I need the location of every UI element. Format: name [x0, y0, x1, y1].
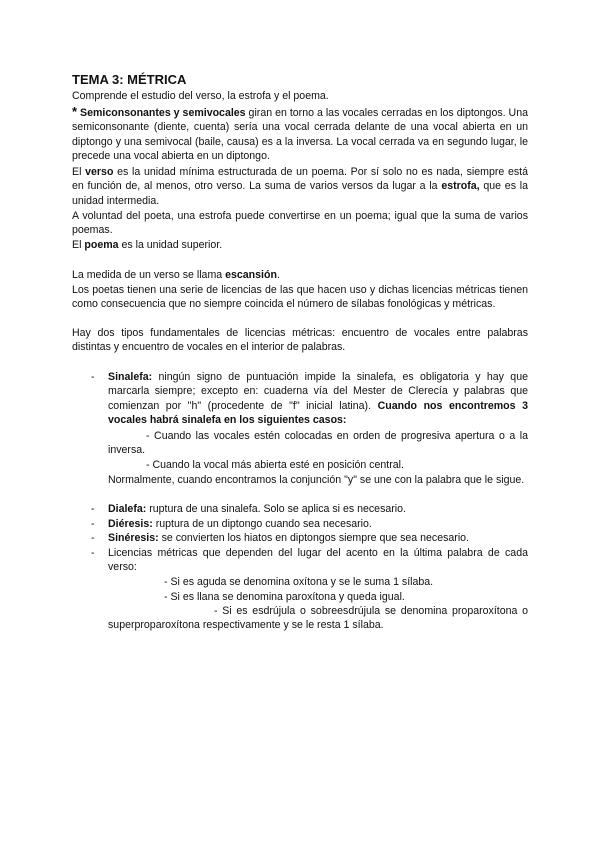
dieresis-item	[108, 517, 528, 531]
medida-paragraph	[72, 268, 528, 282]
poema-term: poema	[84, 239, 119, 251]
verso-pre: El	[72, 166, 86, 178]
sinalefa-cases-heading: Cuando nos encontremos 3 vocales habrá sinalefa en los siguientes casos:	[108, 399, 528, 427]
sineresis-term: Sinéresis:	[108, 532, 159, 544]
semivocales-paragraph	[72, 105, 528, 164]
medida-post: .	[276, 269, 280, 281]
page-title: TEMA 3: MÉTRICA	[72, 72, 187, 87]
poema-paragraph	[72, 238, 528, 252]
llana-item: - Si es llana se denomina paroxítona y queda igual.	[164, 591, 405, 603]
sinalefa-term: Sinalefa:	[108, 371, 153, 383]
verso-term: verso	[85, 166, 114, 178]
estrofa-term: estrofa,	[441, 180, 480, 193]
list-bullet: -	[91, 371, 95, 383]
voluntad-paragraph: A voluntad del poeta, una estrofa puede convertirse en un poema; igual que la suma de varios poemas.	[72, 210, 528, 237]
semivocales-text: giran en torno a las vocales cerradas en los diptongos. Una semiconsonante (diente, cuenta) sería una vocal cerrada delante de una vocal abierta en un diptongo y una semivocal (baile, causa) es a la inversa. La vocal cerrada va en segundo lugar, le precede una vocal abierta en un diptongo.	[72, 107, 528, 163]
licencias-item: Licencias métricas que dependen del lugar del acento en la última palabra de cada verso:	[108, 547, 528, 574]
poema-pre: El	[72, 239, 85, 251]
verso-text: es la unidad mínima estructurada de un poema. Por sí solo no es nada, siempre está en función de, al menos, otro verso. La suma de varios versos da lugar a la	[72, 166, 528, 193]
sinalefa-normal: Normalmente, cuando encontramos la conjunción "y" se une con la palabra que le sigue.	[108, 474, 525, 486]
asterisk: *	[72, 104, 78, 119]
list-bullet: -	[91, 532, 95, 544]
esdrujula-item: - Si es esdrújula o sobreesdrújula se denomina proparoxítona o superproparoxítona respectivamente y se le resta 1 sílaba.	[108, 605, 528, 632]
dieresis-text: ruptura de un diptongo cuando sea necesario.	[152, 518, 372, 530]
tipos-paragraph: Hay dos tipos fundamentales de licencias métricas: encuentro de vocales entre palabras distintas y encuentro de vocales en el interior de palabras.	[72, 327, 528, 354]
sineresis-item	[108, 531, 528, 545]
dieresis-term: Diéresis:	[108, 518, 153, 530]
intro-paragraph: Comprende el estudio del verso, la estrofa y el poema.	[72, 90, 329, 102]
sinalefa-case-2: - Cuando la vocal más abierta esté en posición central.	[146, 459, 404, 471]
poema-post: es la unidad superior.	[118, 239, 223, 251]
sinalefa-item	[108, 370, 528, 428]
medida-pre: La medida de un verso se llama	[72, 269, 226, 281]
sineresis-text: se convierten los hiatos en diptongos siempre que sea necesario.	[158, 532, 470, 544]
dialefa-term: Dialefa:	[108, 503, 147, 515]
verso-post: que es la unidad intermedia.	[72, 180, 528, 207]
sinalefa-case-1: - Cuando las vocales estén colocadas en orden de progresiva apertura o a la inversa.	[108, 430, 528, 457]
verso-paragraph	[72, 165, 528, 208]
semivocales-term: Semiconsonantes y semivocales	[80, 107, 246, 119]
list-bullet: -	[91, 518, 95, 530]
dialefa-text: ruptura de una sinalefa. Solo se aplica si es necesario.	[146, 503, 406, 515]
list-bullet: -	[91, 503, 95, 515]
escansion-term: escansión	[225, 269, 277, 281]
aguda-item: - Si es aguda se denomina oxítona y se le suma 1 sílaba.	[164, 576, 434, 588]
list-bullet: -	[91, 547, 95, 559]
poetas-paragraph: Los poetas tienen una serie de licencias de las que hacen uso y dichas licencias métricas tienen como consecuencia que no siempre coincida el número de sílabas fonológicas y métricas.	[72, 284, 528, 311]
sinalefa-text: ningún signo de puntuación impide la sinalefa, es obligatoria y hay que marcarla siempre; excepto en: cuaderna vía del Mester de Clerecía y palabras que comienzan por "h" (procedente de "f" inicial latina).	[108, 371, 528, 412]
dialefa-item	[108, 502, 528, 516]
